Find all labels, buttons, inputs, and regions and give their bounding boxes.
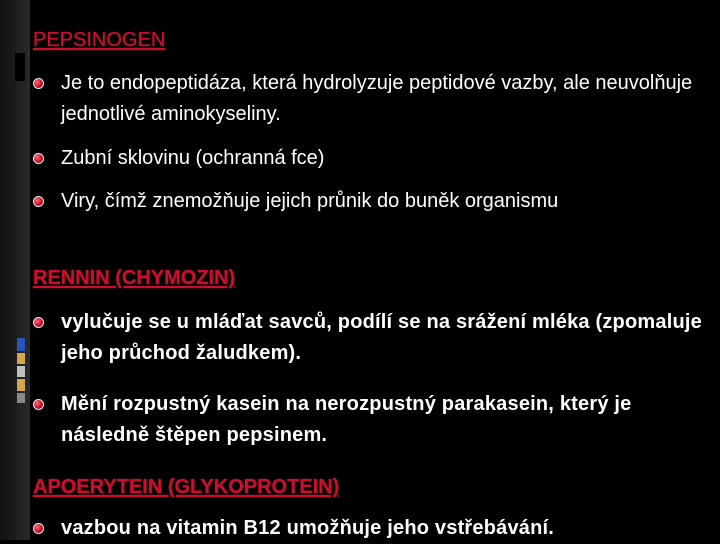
- bullet-text: Mění rozpustný kasein na nerozpustný parakasein, který je následně štěpen pepsinem.: [61, 393, 632, 446]
- bullet-icon: [33, 523, 44, 534]
- bullet-item: [33, 143, 713, 174]
- bullet-icon: [33, 153, 44, 164]
- bullet-item: [33, 307, 713, 369]
- bullet-item: [33, 68, 713, 130]
- bullet-text: Je to endopeptidáza, která hydrolyzuje peptidové vazby, ale neuvolňuje jednotlivé aminokyseliny.: [61, 72, 693, 125]
- bullet-item: [33, 389, 713, 451]
- bullet-icon: [33, 399, 44, 410]
- section-heading-pepsinogen: PEPSINOGEN: [33, 29, 166, 51]
- bullet-text: vylučuje se u mláďat savců, podílí se na srážení mléka (zpomaluje jeho průchod žaludkem).: [61, 311, 702, 364]
- bullet-item: [33, 513, 713, 544]
- bullet-icon: [33, 317, 44, 328]
- bullet-item: [33, 186, 713, 217]
- bullet-text: vazbou na vitamin B12 umožňuje jeho vstřebávání.: [61, 517, 555, 539]
- bullet-text: Zubní sklovinu (ochranná fce): [61, 147, 325, 169]
- section-heading-rennin: RENNIN (CHYMOZIN): [33, 267, 236, 289]
- section-heading-apoerytein: APOERYTEIN (GLYKOPROTEIN): [33, 476, 340, 498]
- bullet-icon: [33, 196, 44, 207]
- bullet-text: Viry, čímž znemožňuje jejich průnik do buněk organismu: [61, 190, 559, 212]
- bullet-icon: [33, 78, 44, 89]
